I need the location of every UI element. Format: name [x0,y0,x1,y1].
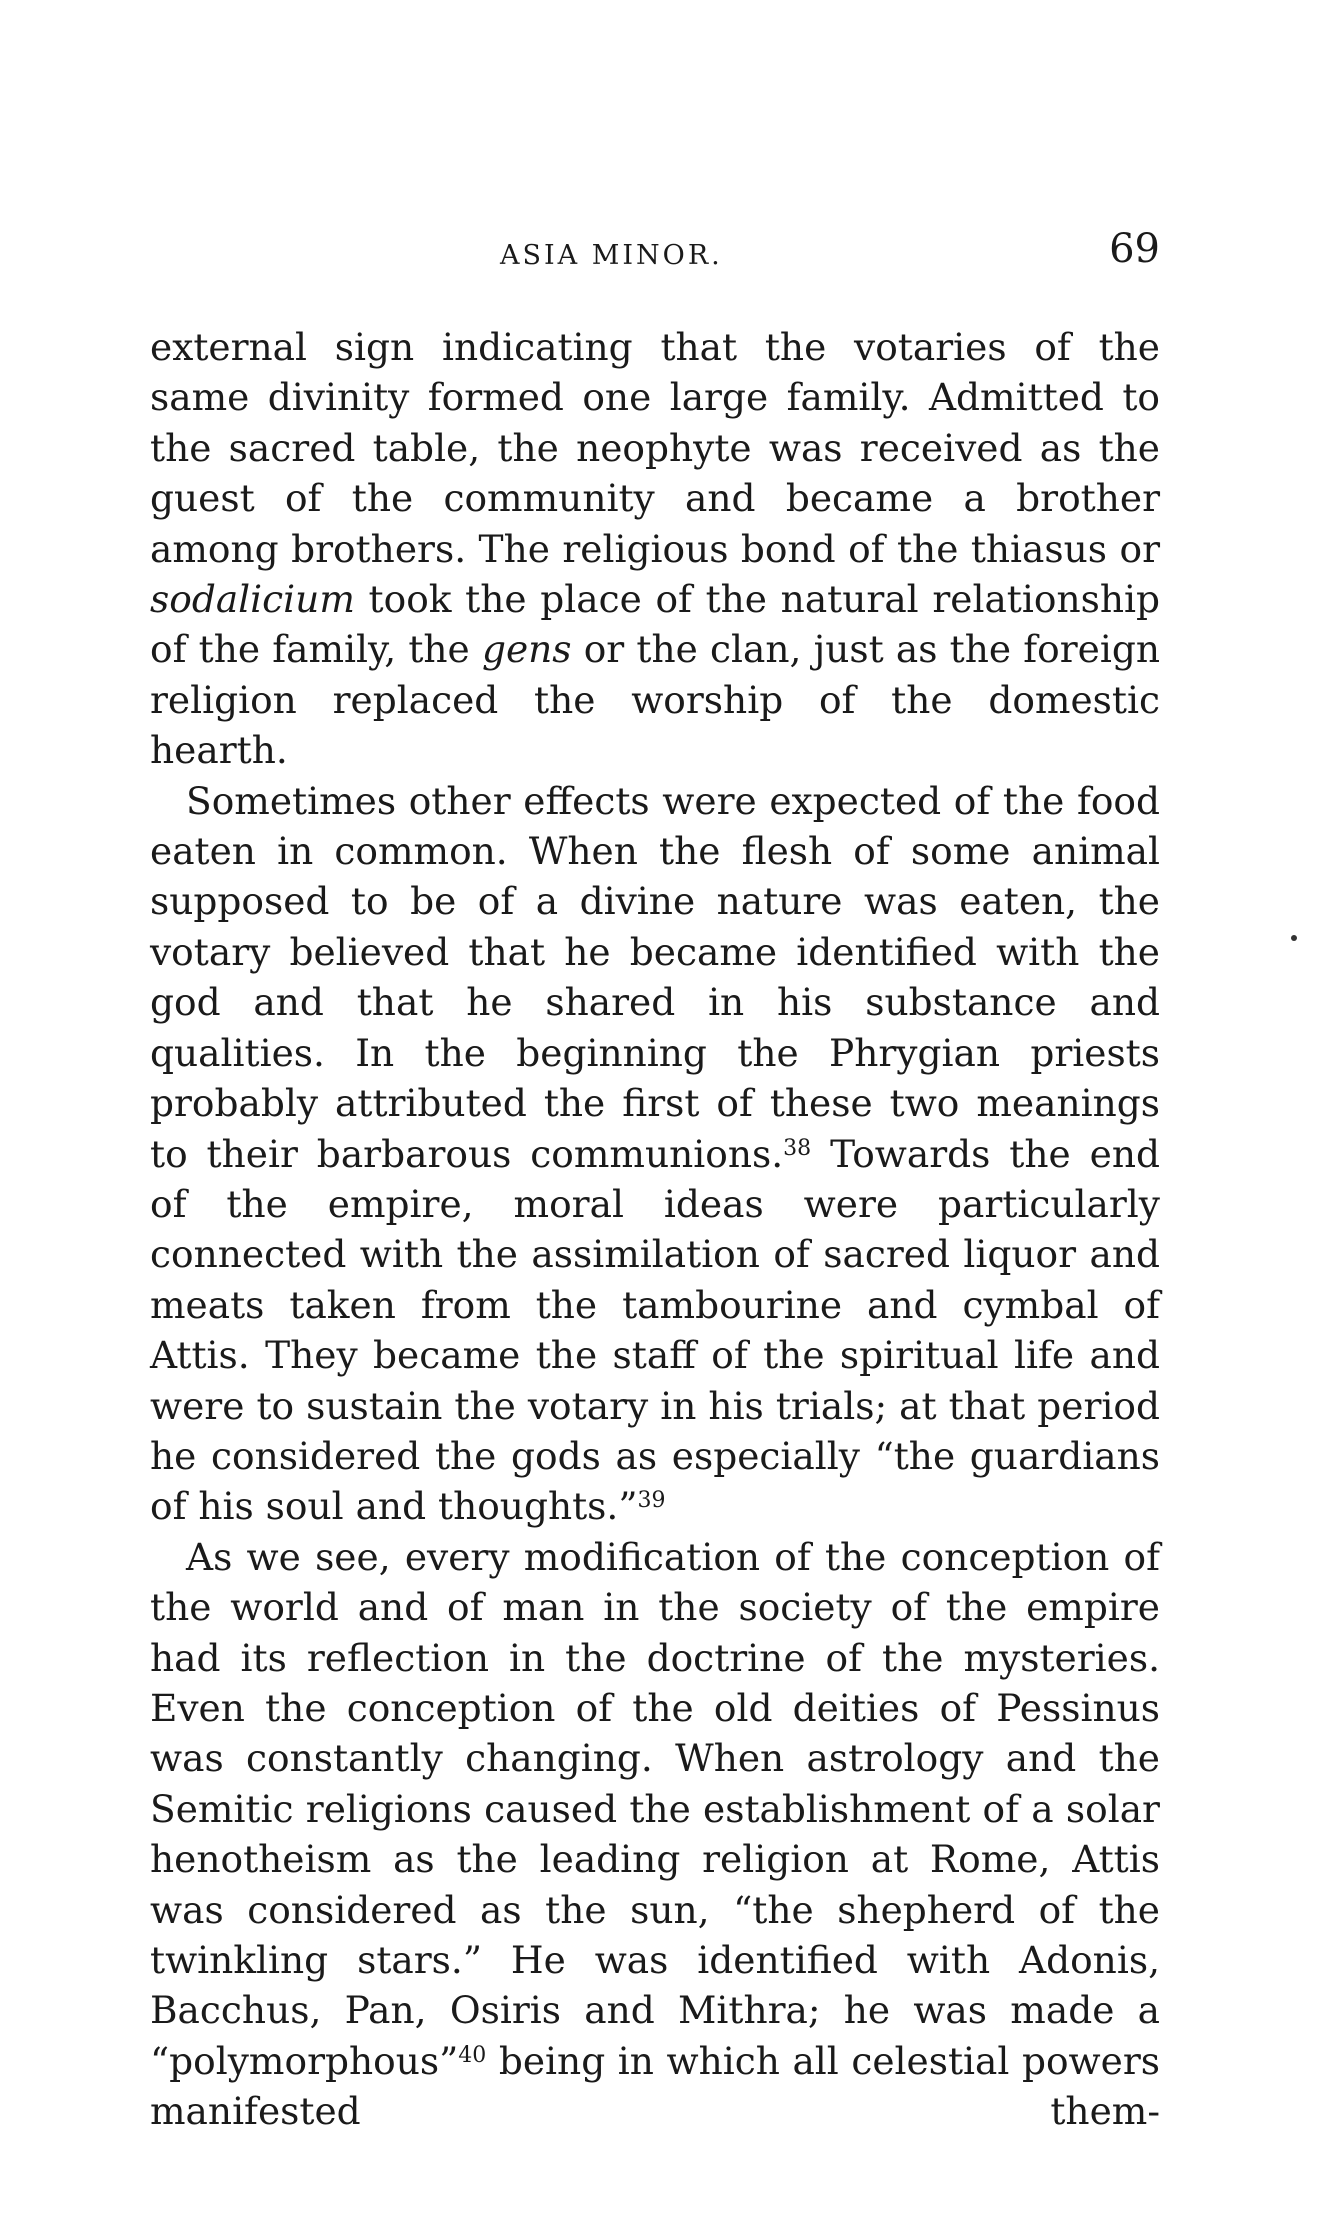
running-header [150,226,1160,282]
paragraph-3 [150,1532,1160,2137]
page-number: 69 [1109,226,1160,272]
italic-term-sodalicium: sodalicium [150,577,355,622]
footnote-ref-39: 39 [637,1488,666,1514]
paragraph-3-text-a: As we see, every modification of the conception of the world and of man in the society of the empire had its reflection in the doctrine of the mysteries. Even the conception of the old deities of Pessinus was constantly changing. When astrology and the Semitic religions caused the establishment of a solar henotheism as the leading religion at Rome, Attis was considered as the sun, “the shepherd of the twinkling stars.” He was identified with Adonis, Bacchus, Pan, Osiris and Mithra; he was made a “polymorphous” [150,1534,1160,2083]
paragraph-1-text-c: or the clan, just as the foreign religion replaced the worship of the domestic hearth. [150,627,1160,773]
paragraph-2 [150,776,1160,1532]
paragraph-2-text-a: Sometimes other effects were expected of the food eaten in common. When the flesh of some animal supposed to be of a divine nature was eaten, the votary believed that he became identified with the god and that he shared in his substance and qualities. In the beginning the Phrygian priests probably attributed the first of these two meanings to their barbarous communions. [150,778,1160,1176]
paragraph-2-text-b: Towards the end of the empire, moral ideas were particularly connected with the assimilation of sacred liquor and meats taken from the tambourine and cymbal of Attis. They became the staff of the spiritual life and were to sustain the votary in his trials; at that period he considered the gods as especially “the guardians of his soul and thoughts.” [150,1131,1160,1529]
body-text [150,322,1160,2137]
footnote-ref-40: 40 [458,2042,487,2068]
paragraph-3-text-b: being in which all celestial powers manifested them- [150,2038,1160,2134]
italic-term-gens: gens [481,627,572,672]
paragraph-1-text-a: external sign indicating that the votaries of the same divinity formed one large family. Admitted to the sacred table, the neophyte was received as the guest of the community and became a brother among brothers. The religious bond of the thiasus or [150,325,1160,571]
paragraph-1-text-b: took the place of the natural relationship of the family, the [150,577,1160,672]
ink-speck [1291,935,1297,941]
running-title: ASIA MINOR. [500,240,723,271]
paragraph-1 [150,322,1160,776]
footnote-ref-38: 38 [783,1135,812,1161]
